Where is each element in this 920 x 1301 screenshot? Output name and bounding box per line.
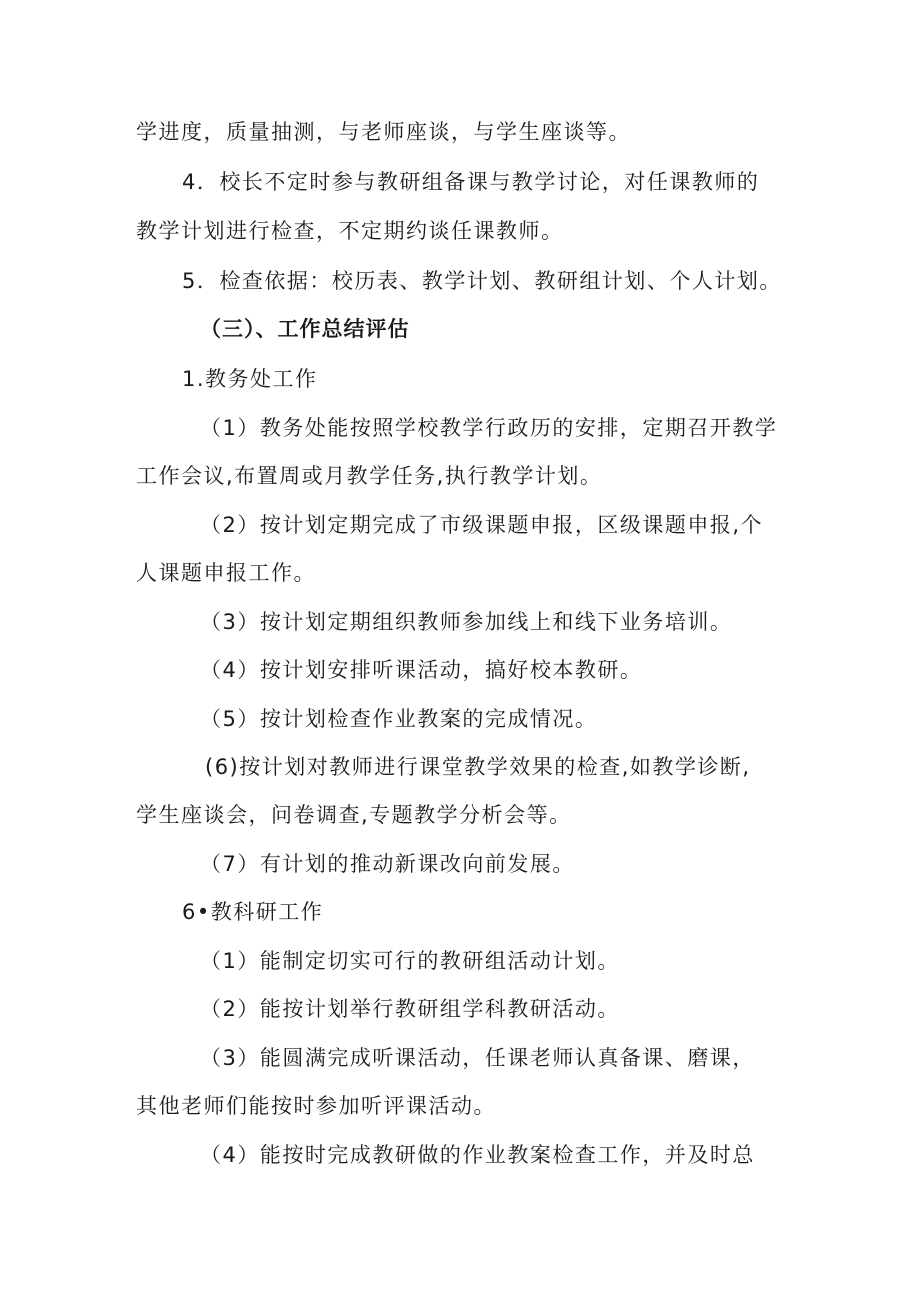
body-text-line: 学进度，质量抽测，与老师座谈，与学生座谈等。 bbox=[136, 120, 631, 144]
body-text-line: 人课题申报工作。 bbox=[136, 561, 316, 585]
list-item-6-4: （4）能按时完成教研做的作业教案检查工作，并及时总 bbox=[200, 1143, 755, 1167]
list-item-6-2: （2）能按计划举行教研组学科教研活动。 bbox=[200, 997, 620, 1021]
list-item-5: 5．检查依据：校历表、教学计划、教研组计划、个人计划。 bbox=[182, 269, 782, 293]
section-heading: （三）、工作总结评估 bbox=[200, 317, 410, 341]
list-item-4: 4．校长不定时参与教研组备课与教学讨论，对任课教师的 bbox=[182, 170, 760, 194]
list-item-1-5: （5）按计划检查作业教案的完成情况。 bbox=[200, 707, 598, 731]
list-item-6-3: （3）能圆满完成听课活动，任课老师认真备课、磨课， bbox=[200, 1046, 755, 1070]
list-item-6-1: （1）能制定切实可行的教研组活动计划。 bbox=[200, 949, 620, 973]
list-item-1-7: （7）有计划的推动新课改向前发展。 bbox=[200, 852, 575, 876]
body-text-line: 学生座谈会，问卷调查,专题教学分析会等。 bbox=[136, 803, 572, 827]
body-text-line: 其他老师们能按时参加听评课活动。 bbox=[136, 1094, 496, 1118]
body-text-line: 工作会议,布置周或月教学任务,执行教学计划。 bbox=[136, 464, 603, 488]
body-text-line: 教学计划进行检查，不定期约谈任课教师。 bbox=[136, 219, 564, 243]
list-item-1-6: (6)按计划对教师进行课堂教学效果的检查,如教学诊断, bbox=[205, 755, 751, 779]
subsection-heading-6: 6•教科研工作 bbox=[182, 900, 324, 924]
subsection-heading-1: 1.教务处工作 bbox=[182, 367, 318, 391]
list-item-1-1: （1）教务处能按照学校教学行政历的安排，定期召开教学 bbox=[200, 416, 778, 440]
list-item-1-2: （2）按计划定期完成了市级课题申报，区级课题申报,个 bbox=[200, 513, 764, 537]
list-item-1-3: （3）按计划定期组织教师参加线上和线下业务培训。 bbox=[200, 610, 733, 634]
list-item-1-4: （4）按计划安排听课活动，搞好校本教研。 bbox=[200, 658, 643, 682]
